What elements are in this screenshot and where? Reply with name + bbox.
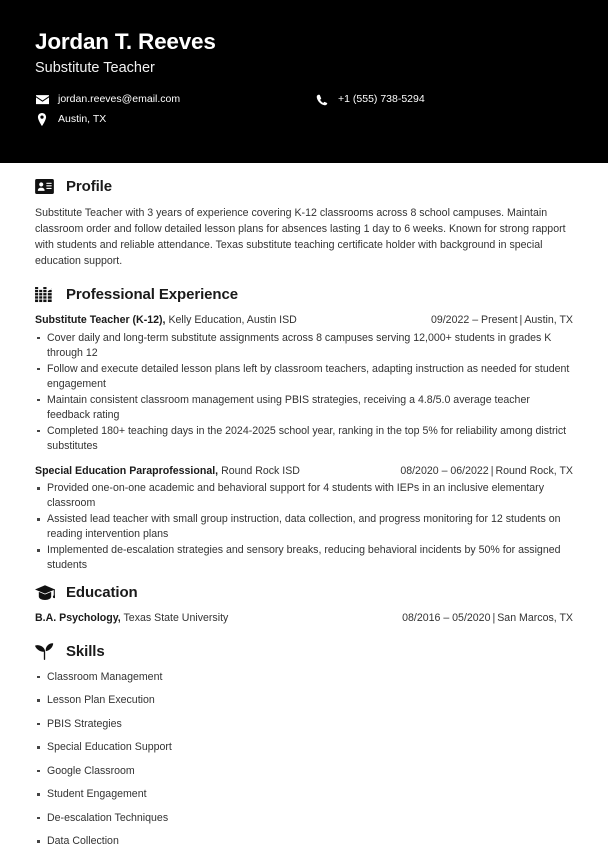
list-item: Classroom Management (35, 670, 573, 685)
list-item: Assisted lead teacher with small group instruction, data collection, and progress monitoring for 12 students on reading intervention plans (35, 512, 573, 542)
education-entry-left (35, 611, 228, 625)
list-item: Maintain consistent classroom management using PBIS strategies, receiving a 4.8/5.0 average teacher feedback rating (35, 393, 573, 423)
section-education-header (35, 583, 573, 602)
experience-dates: 08/2020 – 06/2022 (400, 464, 489, 477)
experience-entry-left (35, 464, 300, 478)
experience-entry-right (421, 313, 573, 327)
experience-entry-header (35, 464, 573, 478)
contact-location-text: Austin, TX (58, 113, 107, 126)
contact-row-1 (35, 93, 573, 106)
section-profile (35, 177, 573, 269)
experience-role: Special Education Paraprofessional, (35, 464, 219, 477)
list-item: PBIS Strategies (35, 717, 573, 732)
experience-org: Kelly Education, Austin ISD (168, 314, 297, 327)
experience-entry-left (35, 313, 297, 327)
list-item: Provided one-on-one academic and behavioral support for 4 students with IEPs in an inclusive elementary classroom (35, 481, 573, 511)
profile-summary: Substitute Teacher with 3 years of experience covering K-12 classrooms across 8 school campuses. Maintain classroom order and follow detailed lesson plans for absences lasting 1 day to 6 weeks. Known for strong rapport with students and reliable attendance. Texas substitute teaching certificate holder with background in special education support. (35, 207, 566, 268)
experience-dates: 09/2022 – Present (430, 314, 518, 327)
education-location: San Marcos, TX (497, 612, 573, 625)
section-experience-header (35, 285, 573, 304)
experience-entry (35, 464, 573, 573)
entry-separator: | (490, 464, 494, 477)
contact-location (35, 113, 315, 126)
graduation-cap-icon (35, 583, 56, 602)
education-degree: B.A. Psychology, (35, 612, 121, 625)
candidate-job-title: Substitute Teacher (35, 59, 155, 76)
section-experience (35, 285, 573, 573)
experience-location: Austin, TX (524, 314, 573, 327)
list-item: Special Education Support (35, 740, 573, 755)
section-profile-title: Profile (66, 178, 112, 195)
education-entry-right (392, 611, 573, 625)
entry-separator: | (519, 314, 523, 327)
phone-icon (315, 93, 329, 106)
list-item: De-escalation Techniques (35, 811, 573, 826)
contact-email-text: jordan.reeves@email.com (58, 93, 181, 106)
section-experience-title: Professional Experience (66, 286, 238, 304)
experience-entry (35, 313, 573, 454)
section-education (35, 583, 573, 625)
seedling-icon (35, 642, 56, 661)
experience-role: Substitute Teacher (K-12), (35, 314, 166, 327)
envelope-icon (35, 93, 49, 106)
education-entry-header (35, 611, 573, 625)
experience-location: Round Rock, TX (495, 464, 573, 477)
contact-phone[interactable] (315, 93, 425, 106)
candidate-name: Jordan T. Reeves (35, 29, 216, 54)
list-item: Data Collection (35, 834, 573, 849)
list-item: Student Engagement (35, 787, 573, 802)
experience-entry-right (390, 464, 573, 478)
list-item: Lesson Plan Execution (35, 693, 573, 708)
experience-org: Round Rock ISD (221, 464, 300, 477)
section-skills-header (35, 642, 573, 661)
entry-separator: | (492, 612, 496, 625)
buildings-icon (35, 285, 56, 304)
experience-bullets (35, 481, 573, 573)
education-entry (35, 611, 573, 625)
list-item: Follow and execute detailed lesson plans left by classroom teachers, adapting instruction as needed for student engagement (35, 362, 573, 392)
id-card-icon (35, 177, 56, 196)
section-education-title: Education (66, 584, 138, 602)
resume-body (0, 163, 608, 849)
resume-header (0, 0, 608, 163)
contact-phone-text: +1 (555) 738-5294 (338, 93, 425, 106)
section-profile-header (35, 177, 573, 196)
list-item: Cover daily and long-term substitute assignments across 8 campuses serving 12,000+ students in grades K through 12 (35, 331, 573, 361)
contact-info (35, 93, 573, 126)
contact-email[interactable] (35, 93, 315, 106)
education-school: Texas State University (123, 612, 229, 625)
contact-row-2 (35, 113, 573, 126)
section-skills (35, 642, 573, 850)
section-skills-title: Skills (66, 642, 105, 660)
list-item: Google Classroom (35, 764, 573, 779)
list-item: Completed 180+ teaching days in the 2024-2025 school year, ranking in the top 5% for reliability among district substitutes (35, 424, 573, 454)
experience-bullets (35, 331, 573, 454)
list-item: Implemented de-escalation strategies and sensory breaks, reducing behavioral incidents by 50% for assigned students (35, 543, 573, 573)
experience-entry-header (35, 313, 573, 327)
education-dates: 08/2016 – 05/2020 (402, 612, 491, 625)
map-pin-icon (35, 113, 49, 126)
skills-list (35, 670, 573, 850)
